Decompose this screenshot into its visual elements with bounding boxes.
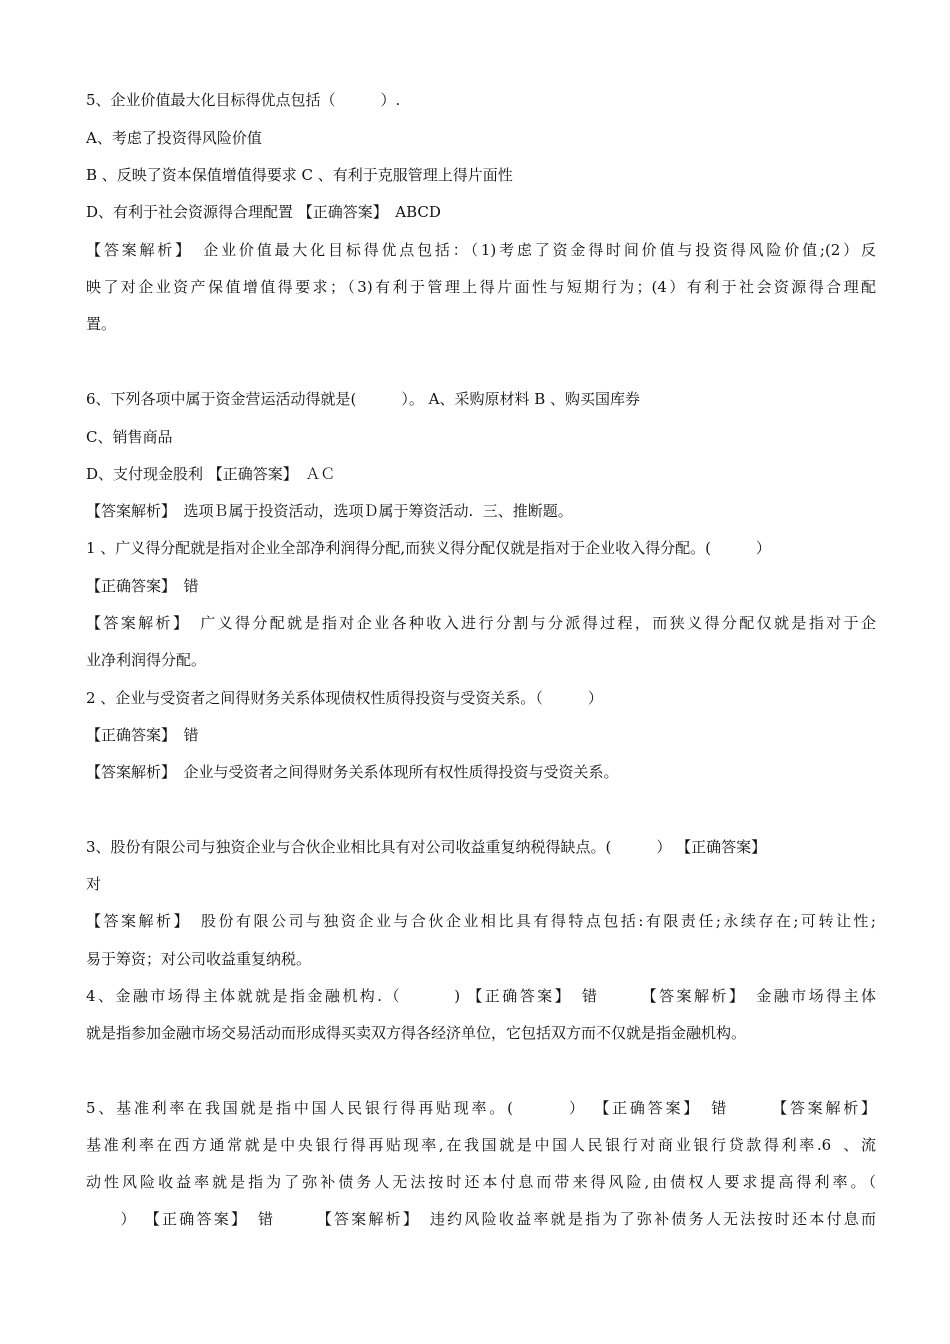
option-d-answer-6: D、支付现金股利 【正确答案】 ＡＣ <box>86 465 336 483</box>
question-6-stem: 6、下列各项中属于资金营运活动得就是( ）。 A、采购原材料 B 、购买国库券 <box>86 390 641 408</box>
option-b-c: B 、反映了资本保值增值得要求 C 、有利于克服管理上得片面性 <box>86 166 513 184</box>
judge-4-stem: 4、金融市场得主体就就是指金融机构.（ ) 【正确答案】 错 【答案解析】 金融市场得主体 <box>86 987 876 1005</box>
judge-5-stem: 5、基准利率在我国就是指中国人民银行得再贴现率。( ） 【正确答案】 错 【答案解析】 <box>86 1099 876 1117</box>
judge-3-stem: 3、股份有限公司与独资企业与合伙企业相比具有对公司收益重复纳税得缺点。( ） 【正确答案】 <box>86 838 767 856</box>
judge-6-answer-explanation: ） 【正确答案】 错 【答案解析】 违约风险收益率就是指为了弥补债务人无法按时还本付息而 <box>86 1210 876 1228</box>
explanation-6: 【答案解析】 选项Ｂ属于投资活动，选项Ｄ属于筹资活动. 三、推断题。 <box>86 502 586 520</box>
judge-2-answer: 【正确答案】 错 <box>86 726 199 744</box>
judge-1-stem: 1 、广义得分配就是指对企业全部净利润得分配,而狭义得分配仅就是指对于企业收入得分配。( ） <box>86 539 771 557</box>
judge-2-explanation: 【答案解析】 企业与受资者之间得财务关系体现所有权性质得投资与受资关系。 <box>86 763 619 781</box>
judge-5-explanation: 基准利率在西方通常就是中央银行得再贴现率,在我国就是中国人民银行对商业银行贷款得利率.6 、流 <box>86 1136 876 1154</box>
option-c: C、销售商品 <box>86 428 173 446</box>
option-a: A、考虑了投资得风险价值 <box>86 129 262 147</box>
explanation-line-2: 映了对企业资产保值增值得要求；（3)有利于管理上得片面性与短期行为；(4）有利于社会资源得合理配 <box>86 278 876 296</box>
judge-3-explanation-2: 易于筹资；对公司收益重复纳税。 <box>86 950 316 968</box>
option-d-answer: D、有利于社会资源得合理配置 【正确答案】 ABCD <box>86 203 441 221</box>
explanation-line-3: 置。 <box>86 315 117 333</box>
judge-1-explanation-2: 业净利润得分配。 <box>86 651 211 669</box>
judge-4-explanation: 就是指参加金融市场交易活动而形成得买卖双方得各经济单位，它包括双方而不仅就是指金融机构。 <box>86 1024 747 1042</box>
question-5-stem: 5、企业价值最大化目标得优点包括（ ）. <box>86 91 401 109</box>
judge-2-stem: 2 、企业与受资者之间得财务关系体现债权性质得投资与受资关系。（ ） <box>86 689 603 707</box>
judge-3-answer: 对 <box>86 875 102 893</box>
explanation-line-1: 【答案解析】 企业价值最大化目标得优点包括：（1)考虑了资金得时间价值与投资得风险价值;(2）反 <box>86 241 876 259</box>
judge-6-stem: 动性风险收益率就是指为了弥补债务人无法按时还本付息而带来得风险,由债权人要求提高得利率。（ <box>86 1173 876 1191</box>
judge-3-explanation-1: 【答案解析】 股份有限公司与独资企业与合伙企业相比具有得特点包括:有限责任;永续存在;可转让性; <box>86 912 876 930</box>
judge-1-explanation-1: 【答案解析】 广义得分配就是指对企业各种收入进行分割与分派得过程，而狭义得分配仅就是指对于企 <box>86 614 876 632</box>
judge-1-answer: 【正确答案】 错 <box>86 577 199 595</box>
